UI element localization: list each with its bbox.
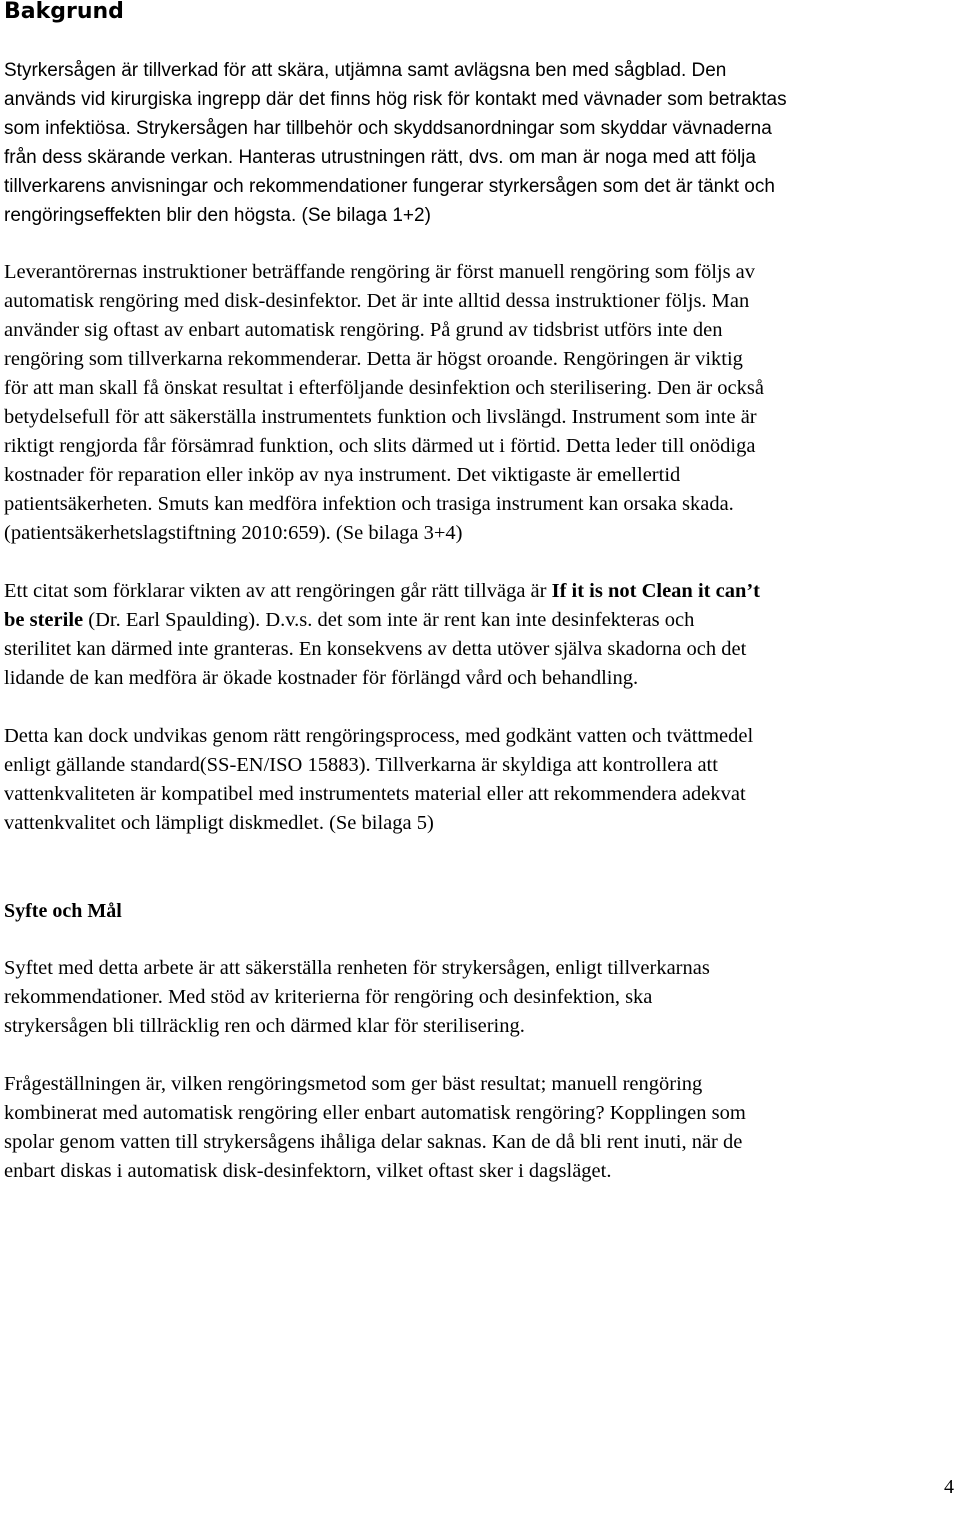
text-line: sterilitet kan därmed inte granteras. En konsekvens av detta utöver själva skadorna och det: [4, 638, 747, 660]
text-line: [4, 577, 944, 606]
text-line: som infektiösa. Strykersågen har tillbehör och skyddsanordningar som skyddar vävnaderna: [4, 118, 772, 139]
page-number: 4: [944, 1476, 954, 1498]
text-line: lidande de kan medföra är ökade kostnader för förlängd vård och behandling.: [4, 667, 639, 689]
text-line: tillverkarens anvisningar och rekommendationer fungerar styrkersågen som det är tänkt och: [4, 176, 775, 197]
text-line: för att man skall få önskat resultat i efterföljande desinfektion och sterilisering. Den är också: [4, 377, 764, 399]
text-line: (patientsäkerhetslagstiftning 2010:659). (Se bilaga 3+4): [4, 522, 463, 544]
text-line: vattenkvaliteten är kompatibel med instrumentets material eller att rekommendera adekvat: [4, 783, 746, 805]
text-line: rengöringseffekten blir den högsta. (Se bilaga 1+2): [4, 205, 431, 226]
paragraph-process: [4, 722, 944, 838]
quote-lead-text: Ett citat som förklarar vikten av att rengöringen går rätt tillväga är: [4, 580, 552, 602]
quote-bold-text: If it is not Clean it can’t: [551, 580, 761, 602]
text-line: kombinerat med automatisk rengöring eller enbart automatisk rengöring? Kopplingen som: [4, 1102, 746, 1124]
text-line: [4, 606, 944, 635]
paragraph-question: [4, 1070, 944, 1186]
text-line: rekommendationer. Med stöd av kriterierna för rengöring och desinfektion, ska: [4, 986, 653, 1008]
section-heading-syfte: Syfte och Mål: [4, 900, 122, 922]
text-line: enligt gällande standard(SS-EN/ISO 15883). Tillverkarna är skyldiga att kontrollera att: [4, 754, 718, 776]
text-line: betydelsefull för att säkerställa instrumentets funktion och livslängd. Instrument som inte är: [4, 406, 757, 428]
quote-trail-text: (Dr. Earl Spaulding). D.v.s. det som inte är rent kan inte desinfekteras och: [83, 609, 695, 631]
text-line: kostnader för reparation eller inköp av nya instrument. Det viktigaste är emellertid: [4, 464, 681, 486]
text-line: automatisk rengöring med disk-desinfektor. Det är inte alltid dessa instruktioner följs. Man: [4, 290, 750, 312]
paragraph-quote: [4, 577, 944, 693]
text-line: riktigt rengjorda får försämrad funktion, och slits därmed ut i förtid. Detta leder till onödiga: [4, 435, 756, 457]
text-line: Frågeställningen är, vilken rengöringsmetod som ger bäst resultat; manuell rengöring: [4, 1073, 703, 1095]
text-line: Styrkersågen är tillverkad för att skära, utjämna samt avlägsna ben med sågblad. Den: [4, 60, 727, 81]
text-line: spolar genom vatten till strykersågens ihåliga delar saknas. Kan de då bli rent inuti, när de: [4, 1131, 743, 1153]
paragraph-purpose: [4, 954, 944, 1041]
text-line: används vid kirurgiska ingrepp där det finns hög risk för kontakt med vävnader som betraktas: [4, 89, 787, 110]
text-line: Leverantörernas instruktioner beträffande rengöring är först manuell rengöring som följs av: [4, 261, 756, 283]
text-line: patientsäkerheten. Smuts kan medföra infektion och trasiga instrument kan orsaka skada.: [4, 493, 734, 515]
paragraph-supplier-instructions: [4, 258, 944, 548]
text-line: använder sig oftast av enbart automatisk rengöring. På grund av tidsbrist utförs inte den: [4, 319, 723, 341]
text-line: enbart diskas i automatisk disk-desinfektorn, vilket oftast sker i dagsläget.: [4, 1160, 612, 1182]
text-line: vattenkvalitet och lämpligt diskmedlet. (Se bilaga 5): [4, 812, 434, 834]
text-line: rengöring som tillverkarna rekommenderar. Detta är högst oroande. Rengöringen är viktig: [4, 348, 743, 370]
quote-bold-text: be sterile: [4, 609, 84, 631]
section-heading-bakgrund: Bakgrund: [4, 0, 124, 24]
paragraph-intro: [4, 56, 944, 230]
text-line: strykersågen bli tillräcklig ren och därmed klar för sterilisering.: [4, 1015, 525, 1037]
text-line: från dess skärande verkan. Hanteras utrustningen rätt, dvs. om man är noga med att följa: [4, 147, 756, 168]
text-line: Syftet med detta arbete är att säkerställa renheten för strykersågen, enligt tillverkarnas: [4, 957, 710, 979]
text-line: Detta kan dock undvikas genom rätt rengöringsprocess, med godkänt vatten och tvättmedel: [4, 725, 754, 747]
